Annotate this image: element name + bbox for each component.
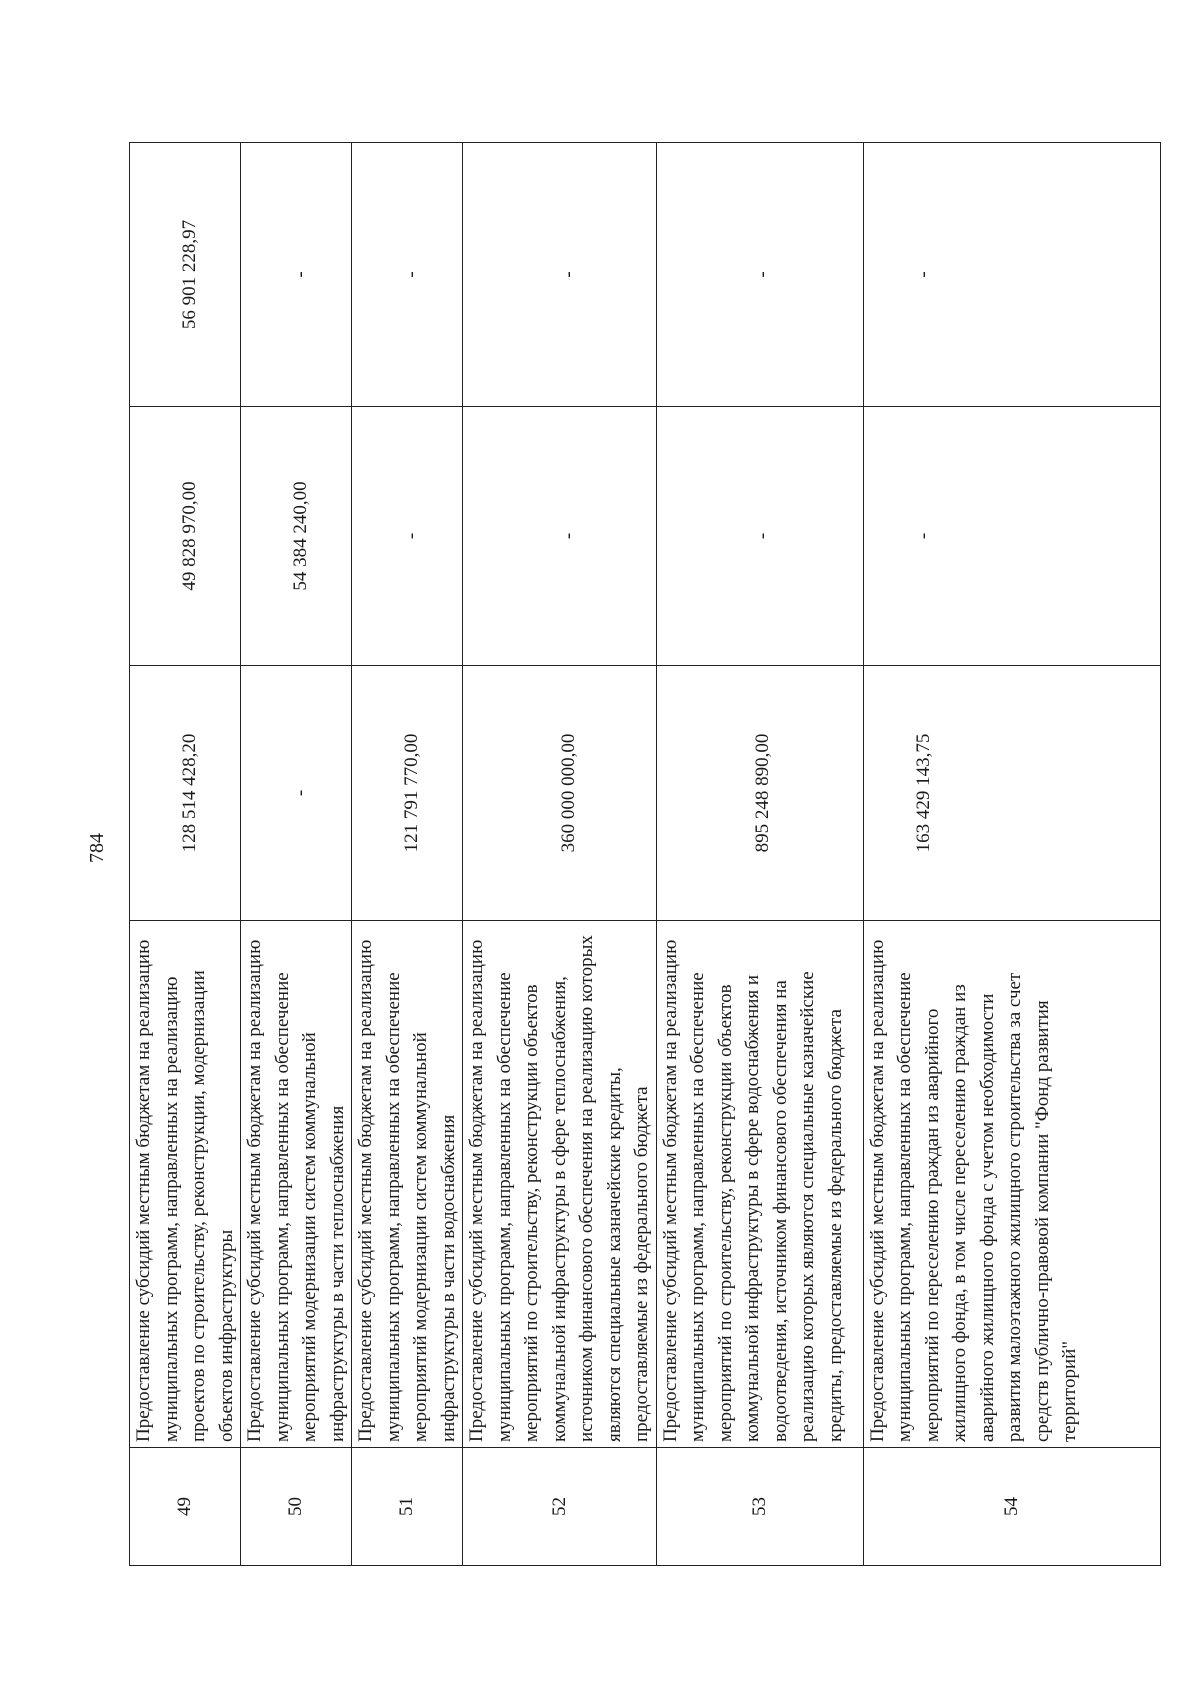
row-description: Предоставление субсидий местным бюджетам на реализацию муниципальных программ, направленных на обеспечение мероприятий модернизации систем коммунальной инфраструктуры в части теплоснабжения [241,921,352,1448]
row-description: Предоставление субсидий местным бюджетам на реализацию муниципальных программ, направленных на реализацию проектов по строительству, реконструкции, модернизации объектов инфраструктуры [130,921,241,1448]
amount-cell: 895 248 890,00 [656,666,863,921]
amount-cell: - [863,407,1160,666]
page-number: 784 [86,833,108,863]
subsidies-table-wrapper [129,143,1127,1566]
amount-cell: 163 429 143,75 [863,666,1160,921]
table-row [863,143,1160,1566]
row-description: Предоставление субсидий местным бюджетам на реализацию муниципальных программ, направленных на обеспечение мероприятий по переселению граждан из аварийного жилищного фонда, в том числе переселению граждан из аварийного жилищного фонда с учетом необходимости развития малоэтажного жилищного строительства за счет средств публично-правовой компании "Фонд развития территорий" [863,921,1160,1448]
amount-cell: 121 791 770,00 [352,666,463,921]
row-description: Предоставление субсидий местным бюджетам на реализацию муниципальных программ, направленных на обеспечение мероприятий по строительству, реконструкции объектов коммунальной инфраструктуры в сфере водоснабжения и водоотведения, источником финансового обеспечения на реализацию которых являются специальные казначейские кредиты, предоставляемые из федерального бюджета [656,921,863,1448]
row-description: Предоставление субсидий местным бюджетам на реализацию муниципальных программ, направленных на обеспечение мероприятий по строительству, реконструкции объектов коммунальной инфраструктуры в сфере теплоснабжения, источником финансового обеспечения на реализацию которых являются специальные казначейские кредиты, предоставляемые из федерального бюджета [463,921,657,1448]
row-description: Предоставление субсидий местным бюджетам на реализацию муниципальных программ, направленных на обеспечение мероприятий модернизации систем коммунальной инфраструктуры в части водоснабжения [352,921,463,1448]
row-number: 51 [352,1448,463,1566]
amount-cell: - [241,143,352,407]
amount-cell: - [352,407,463,666]
amount-cell: - [241,666,352,921]
table-row [352,143,463,1566]
row-number: 50 [241,1448,352,1566]
table-row [463,143,657,1566]
row-number: 53 [656,1448,863,1566]
amount-cell: - [656,407,863,666]
amount-cell: 54 384 240,00 [241,407,352,666]
amount-cell: 360 000 000,00 [463,666,657,921]
row-number: 52 [463,1448,657,1566]
subsidies-table [129,142,1161,1566]
amount-cell: - [863,143,1160,407]
table-row [241,143,352,1566]
amount-cell: 49 828 970,00 [130,407,241,666]
amount-cell: - [352,143,463,407]
row-number: 49 [130,1448,241,1566]
amount-cell: 128 514 428,20 [130,666,241,921]
amount-cell: - [656,143,863,407]
amount-cell: 56 901 228,97 [130,143,241,407]
table-row [656,143,863,1566]
amount-cell: - [463,143,657,407]
row-number: 54 [863,1448,1160,1566]
amount-cell: - [463,407,657,666]
table-row [130,143,241,1566]
